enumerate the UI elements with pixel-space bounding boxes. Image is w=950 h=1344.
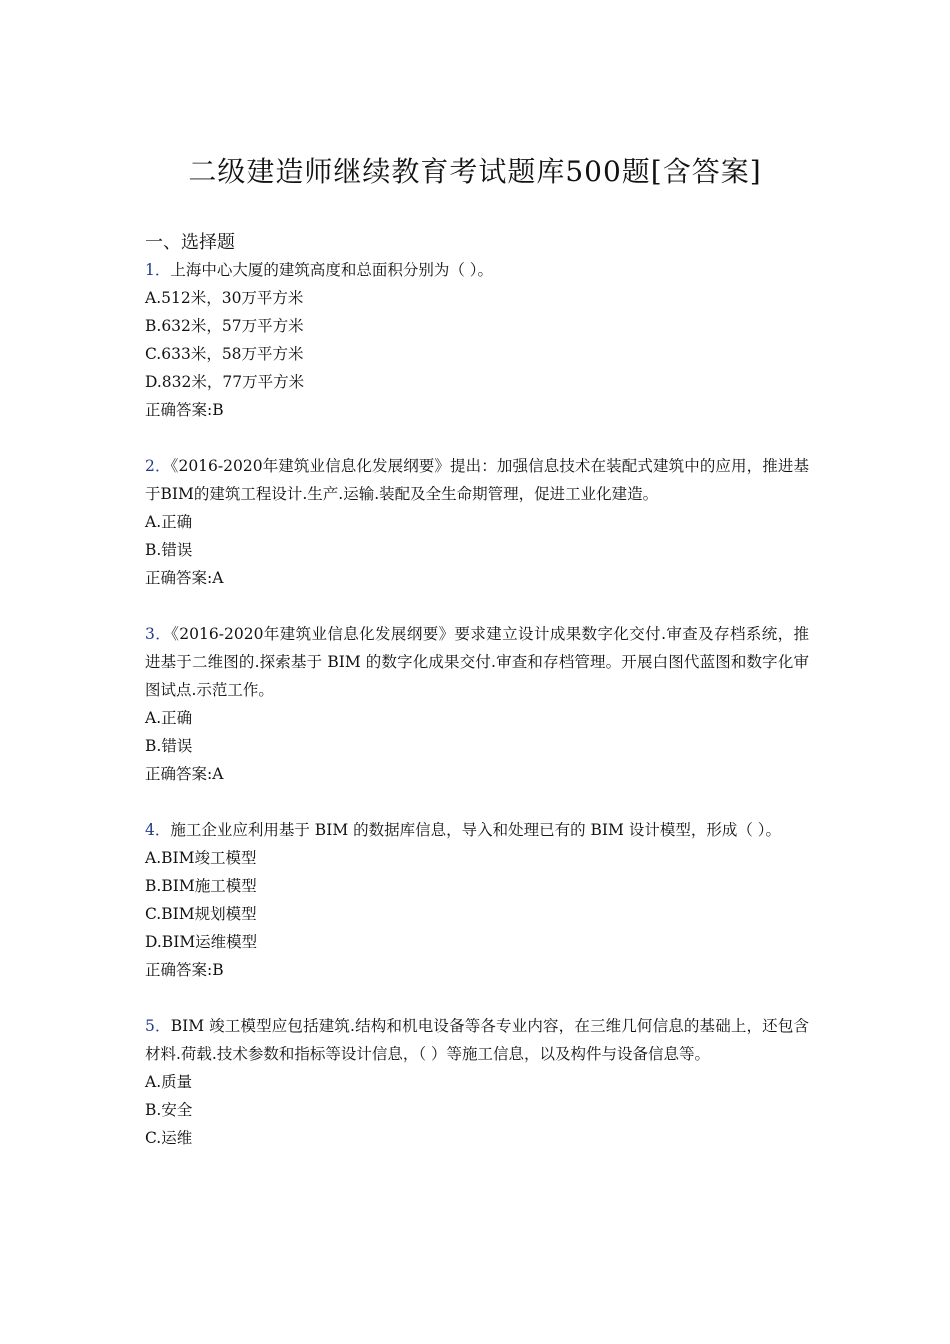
- question-3: [145, 620, 809, 788]
- option-a: A.BIM竣工模型: [145, 849, 257, 867]
- question-2: [145, 452, 809, 592]
- question-text: 《2016-2020年建筑业信息化发展纲要》提出：加强信息技术在装配式建筑中的应用，推进基于BIM的建筑工程设计.生产.运输.装配及全生命期管理，促进工业化建造。: [145, 457, 809, 503]
- question-stem: [145, 620, 809, 704]
- question-text: BIM 竣工模型应包括建筑.结构和机电设备等各专业内容，在三维几何信息的基础上，还包含材料.荷载.技术参数和指标等设计信息，（ ）等施工信息，以及构件与设备信息等。: [145, 1017, 809, 1063]
- option-b: B.BIM施工模型: [145, 877, 257, 895]
- question-stem: [145, 1012, 809, 1068]
- question-text: 上海中心大厦的建筑高度和总面积分别为（ ）。: [170, 261, 494, 279]
- question-number: 4．: [145, 821, 171, 839]
- option-d: D.832米，77万平方米: [145, 373, 305, 391]
- question-text: 施工企业应利用基于 BIM 的数据库信息，导入和处理已有的 BIM 设计模型，形成（ ）。: [170, 821, 782, 839]
- question-stem: [145, 816, 809, 844]
- option-a: A.正确: [145, 709, 193, 727]
- correct-answer: 正确答案:A: [145, 765, 224, 783]
- question-number: 3．: [145, 625, 172, 643]
- option-b: B.632米，57万平方米: [145, 317, 304, 335]
- document-body: [145, 230, 809, 1152]
- option-b: B.错误: [145, 737, 193, 755]
- question-stem: [145, 452, 809, 508]
- question-number: 5．: [145, 1017, 171, 1035]
- option-a: A.正确: [145, 513, 193, 531]
- option-c: C.运维: [145, 1129, 193, 1147]
- document-title: 二级建造师继续教育考试题库500题[含答案]: [188, 155, 762, 188]
- option-d: D.BIM运维模型: [145, 933, 258, 951]
- option-c: C.633米，58万平方米: [145, 345, 304, 363]
- option-a: A.512米，30万平方米: [145, 289, 304, 307]
- section-heading: 一、选择题: [145, 232, 235, 253]
- option-c: C.BIM规划模型: [145, 905, 257, 923]
- question-4: [145, 816, 809, 984]
- question-number: 2．: [145, 457, 171, 475]
- option-b: B.错误: [145, 541, 193, 559]
- option-a: A.质量: [145, 1073, 193, 1091]
- question-1: [145, 256, 809, 424]
- correct-answer: 正确答案:A: [145, 569, 224, 587]
- question-text: 《2016-2020年建筑业信息化发展纲要》要求建立设计成果数字化交付.审查及存档系统，推进基于二维图的.探索基于 BIM 的数字化成果交付.审查和存档管理。开展白图代蓝图和数字化审图试点.示范工作。: [145, 625, 809, 699]
- correct-answer: 正确答案:B: [145, 401, 224, 419]
- question-5: [145, 1012, 809, 1152]
- option-b: B.安全: [145, 1101, 193, 1119]
- question-number: 1．: [145, 261, 171, 279]
- question-stem: [145, 256, 809, 284]
- correct-answer: 正确答案:B: [145, 961, 224, 979]
